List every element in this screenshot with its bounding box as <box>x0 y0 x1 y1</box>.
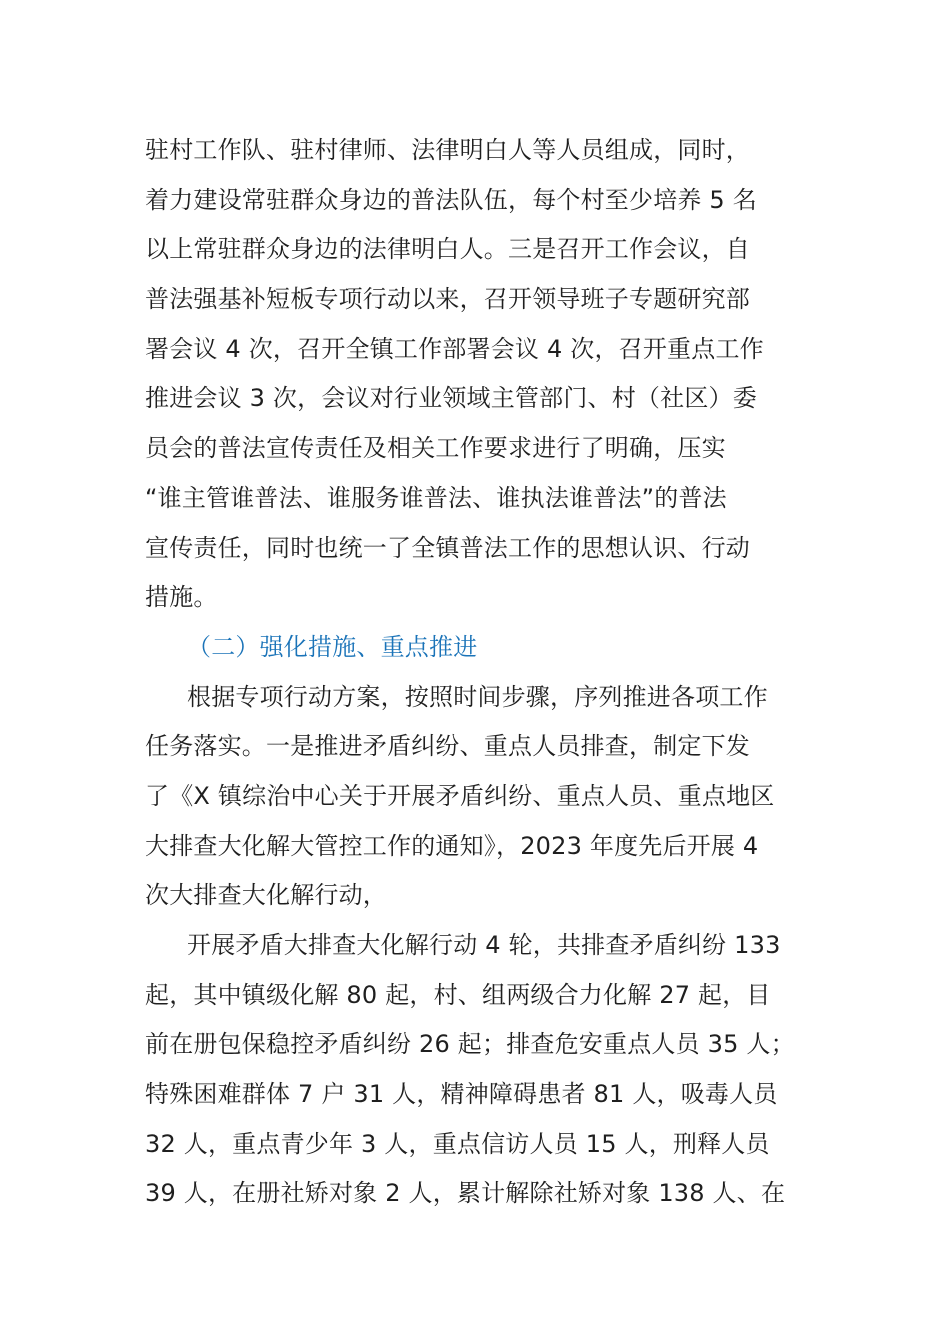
paragraph-1-line: 着力建设常驻群众身边的普法队伍，每个村至少培养 5 名 <box>145 185 757 214</box>
document-body <box>145 126 825 1219</box>
paragraph-2-line: 次大排查大化解行动， <box>145 881 387 910</box>
paragraph-3-line: 39 人，在册社矫对象 2 人，累计解除社矫对象 138 人、在 <box>145 1179 786 1208</box>
paragraph-3-line: 前在册包保稳控矛盾纠纷 26 起；排查危安重点人员 35 人； <box>145 1030 795 1059</box>
paragraph-1-line: 驻村工作队、驻村律师、法律明白人等人员组成，同时， <box>145 136 750 164</box>
section-heading: （二）强化措施、重点推进 <box>187 632 478 661</box>
paragraph-1-line: 措施。 <box>145 583 218 612</box>
paragraph-1-line: 宣传责任，同时也统一了全镇普法工作的思想认识、行动 <box>145 533 750 562</box>
paragraph-2-line: 大排查大化解大管控工作的通知》，2023 年度先后开展 4 <box>145 831 759 860</box>
paragraph-1-line: 普法强基补短板专项行动以来，召开领导班子专题研究部 <box>145 285 750 314</box>
paragraph-2-line: 任务落实。一是推进矛盾纠纷、重点人员排查，制定下发 <box>145 732 750 761</box>
paragraph-1-line: 推进会议 3 次，会议对行业领域主管部门、村（社区）委 <box>145 384 757 413</box>
paragraph-2-line: 根据专项行动方案，按照时间步骤，序列推进各项工作 <box>187 682 768 711</box>
paragraph-2-line: 了《X 镇综治中心关于开展矛盾纠纷、重点人员、重点地区 <box>145 781 775 810</box>
paragraph-1-line: 以上常驻群众身边的法律明白人。三是召开工作会议，自 <box>145 235 750 264</box>
paragraph-3-line: 32 人，重点青少年 3 人，重点信访人员 15 人，刑释人员 <box>145 1129 770 1158</box>
paragraph-3-line: 开展矛盾大排查大化解行动 4 轮，共排查矛盾纠纷 133 <box>187 931 781 959</box>
paragraph-1-line: 员会的普法宣传责任及相关工作要求进行了明确，压实 <box>145 434 726 463</box>
paragraph-3-line: 起，其中镇级化解 80 起，村、组两级合力化解 27 起，目 <box>145 980 771 1009</box>
paragraph-1-line: “谁主管谁普法、谁服务谁普法、谁执法谁普法”的普法 <box>145 483 727 512</box>
paragraph-1-line: 署会议 4 次，召开全镇工作部署会议 4 次，召开重点工作 <box>145 334 764 363</box>
paragraph-3-line: 特殊困难群体 7 户 31 人，精神障碍患者 81 人，吸毒人员 <box>145 1080 778 1109</box>
